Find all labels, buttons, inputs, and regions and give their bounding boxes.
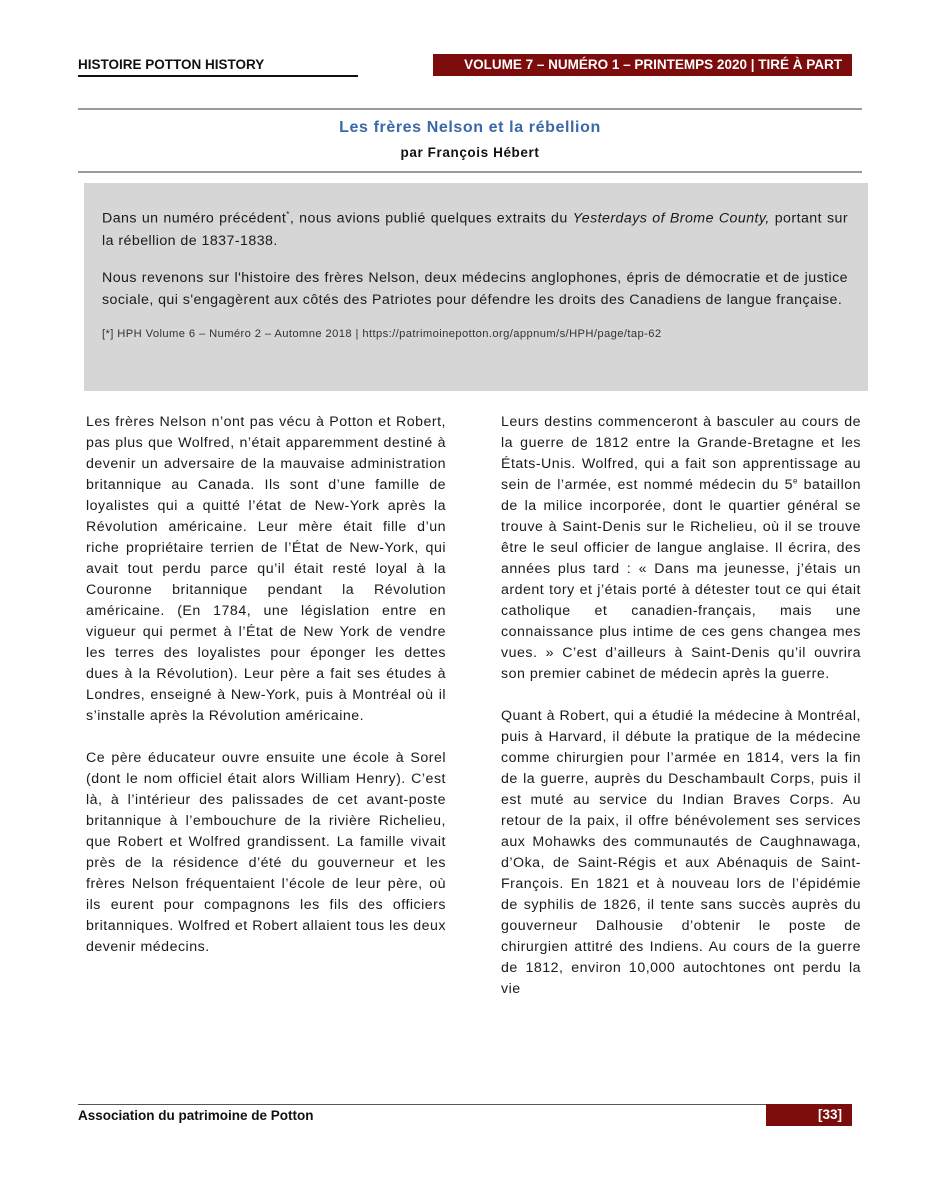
left-column [86, 412, 446, 979]
page-number: [33] [766, 1104, 852, 1126]
publication-title: HISTOIRE POTTON HISTORY [78, 57, 265, 72]
body-paragraph: Les frères Nelson n’ont pas vécu à Potton et Robert, pas plus que Wolfred, n’était apparemment destiné à devenir un adversaire de la mauvaise administration britannique au Canada. Ils sont d’une famille de loyalistes qui a quitté l’état de New-York après la Révolution américaine. Leur mère était fille d’un riche propriétaire terrien de l’État de New-York, qui avait tout perdu parce qu’il était resté loyal à la Couronne britannique pendant la Révolution américaine. (En 1784, une législation entre en vigueur qui permet à l’État de New York de vendre les terres des loyalistes pour éponger les dettes dues à la Révolution). Leur père a fait ses études à Londres, enseigné à New-York, puis à Montréal où il s’installe après la Révolution américaine. [86, 414, 446, 724]
intro-box [84, 183, 868, 391]
book-title: Yesterdays of Brome County, [572, 210, 770, 227]
page-header [78, 54, 852, 76]
footnote-marker: * [286, 210, 290, 219]
body-paragraph: Leurs destins commenceront à basculer au cours de la guerre de 1812 entre la Grande-Bretagne et les États-Unis. Wolfred, qui a fait son apprentissage au sein de l’armée, est nommé médecin du 5e bataillon de la milice incorporée, dont le quartier général se trouve à Saint-Denis sur le Richelieu, où il se trouve être le seul officier de langue anglaise. Il écrira, des années plus tard : « Dans ma jeunesse, j’étais un ardent tory et j’étais porté à détester tout ce qui était catholique et canadien-français, mais une connaissance plus intime de ces gens changea mes vues. » C’est d’ailleurs à Saint-Denis qu’il ouvrira son premier cabinet de médecin après la guerre. [501, 414, 862, 682]
footnote: [*] HPH Volume 6 – Numéro 2 – Automne 2018 | https://patrimoinepotton.org/appnum/s/HPH/page/tap-62 [102, 327, 662, 340]
article-byline: par François Hébert [400, 145, 540, 160]
page-footer [78, 1104, 852, 1126]
right-column [501, 412, 861, 1021]
issue-banner: VOLUME 7 – NUMÉRO 1 – PRINTEMPS 2020 | TIRÉ À PART [433, 54, 852, 76]
top-divider [78, 108, 862, 110]
footer-rule [78, 1104, 768, 1105]
association-name: Association du patrimoine de Potton [78, 1108, 314, 1123]
header-underline [78, 75, 358, 77]
title-divider [78, 171, 862, 173]
article-title: Les frères Nelson et la rébellion [339, 119, 601, 136]
intro-paragraph-1: Dans un numéro précédent*, nous avions publié quelques extraits du Yesterdays of Brome County, portant sur la rébellion de 1837-1838. [102, 210, 849, 249]
ordinal-superscript: e [792, 476, 798, 486]
body-paragraph: Ce père éducateur ouvre ensuite une école à Sorel (dont le nom officiel était alors William Henry). C’est là, à l’intérieur des palissades de cet avant-poste britannique à l’embouchure de la rivière Richelieu, que Robert et Wolfred grandissent. La famille vivait près de la résidence d’été du gouverneur et les frères Nelson fréquentaient l’école de leur père, où ils eurent pour compagnons les fils des officiers britanniques. Wolfred et Robert allaient tous les deux devenir médecins. [86, 750, 446, 955]
body-paragraph: Quant à Robert, qui a étudié la médecine à Montréal, puis à Harvard, il débute la pratique de la médecine comme chirurgien pour l’armée en 1814, vers la fin de la guerre, auprès du Deschambault Corps, puis il est muté au service du Indian Braves Corps. Au retour de la paix, il offre bénévolement ses services aux Mohawks des communautés de Caughnawaga, d’Oka, de Saint-Régis et aux Abénaquis de Saint-François. En 1821 et à nouveau lors de l’épidémie de syphilis de 1826, il tente sans succès auprès du gouverneur Dalhousie d’obtenir le poste de chirurgien attitré des Indiens. Au cours de la guerre de 1812, environ 10,000 autochtones ont perdu la vie [501, 708, 861, 997]
intro-paragraph-2: Nous revenons sur l'histoire des frères Nelson, deux médecins anglophones, épris de démocratie et de justice sociale, qui s'engagèrent aux côtés des Patriotes pour défendre les droits des Canadiens de langue française. [102, 269, 848, 308]
